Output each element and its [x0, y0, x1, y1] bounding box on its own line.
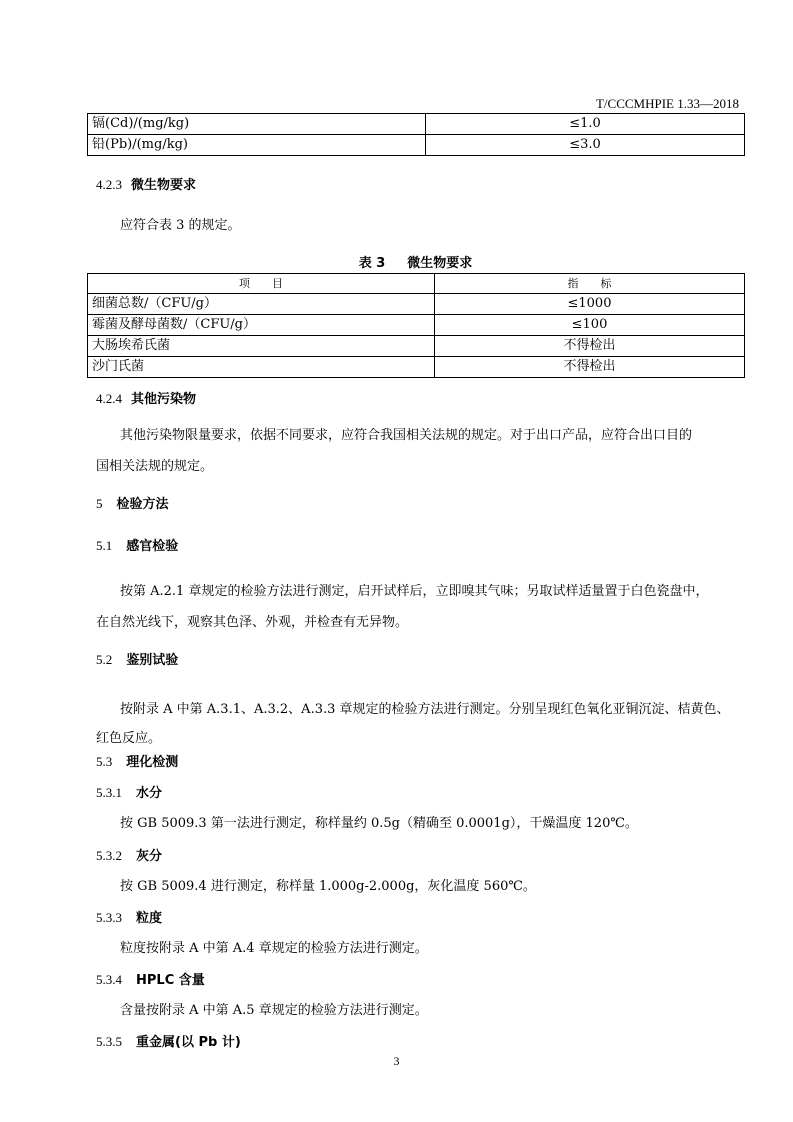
section-title: 重金属(以 Pb 计) [136, 1035, 241, 1050]
section-5-3-4-text: 含量按附录 A 中第 A.5 章规定的检验方法进行测定。 [120, 1003, 428, 1018]
table-cell-item: 霉菌及酵母菌数/（CFU/g） [88, 315, 435, 336]
heavy-metal-table [87, 113, 745, 156]
section-5-3-1-heading [96, 786, 162, 800]
table-row [88, 336, 745, 357]
section-title: HPLC 含量 [136, 973, 205, 988]
section-number: 5.3 [96, 754, 113, 769]
column-header-item: 项 目 [88, 274, 435, 294]
table-cell-value: ≤1000 [435, 294, 745, 315]
section-number: 5.3.1 [96, 785, 122, 800]
table-cell-value: ≤100 [435, 315, 745, 336]
paragraph-line: 按第 A.2.1 章规定的检验方法进行测定，启开试样后，立即嗅其气味；另取试样适量置于白色瓷盘中， [120, 584, 709, 599]
section-title: 鉴别试验 [126, 653, 179, 668]
table-cell-item: 大肠埃希氏菌 [88, 336, 435, 357]
section-4-2-3-text: 应符合表 3 的规定。 [120, 218, 241, 233]
table-cell-value: 不得检出 [435, 357, 745, 378]
table-3-caption [87, 257, 744, 270]
section-title: 水分 [136, 786, 163, 801]
paragraph-line: 在自然光线下，观察其色泽、外观，并检查有无异物。 [96, 615, 409, 630]
table-row [88, 294, 745, 315]
table-row [88, 135, 745, 156]
table-cell-value: 不得检出 [435, 336, 745, 357]
table-row [88, 114, 745, 135]
section-number: 5.1 [96, 538, 113, 553]
table-cell-item: 铅(Pb)/(mg/kg) [88, 135, 426, 156]
section-title: 感官检验 [126, 539, 179, 554]
page-number: 3 [393, 1054, 400, 1068]
paragraph-line: 红色反应。 [96, 731, 162, 746]
section-5-3-3-heading [96, 911, 162, 925]
section-title: 检验方法 [116, 497, 169, 512]
table-caption-number: 表 3 [358, 256, 386, 271]
section-number: 4.2.4 [96, 391, 122, 406]
section-5-3-5-heading [96, 1035, 241, 1049]
table-header-row [88, 274, 745, 294]
section-5-heading [96, 497, 169, 511]
section-5-1-heading [96, 539, 178, 553]
table-cell-value: ≤3.0 [426, 135, 745, 156]
section-5-3-4-heading [96, 973, 205, 987]
table-caption-title: 微生物要求 [407, 256, 473, 271]
section-number: 5.3.5 [96, 1034, 122, 1049]
paragraph-line: 国相关法规的规定。 [96, 459, 214, 474]
section-4-2-4-heading [96, 392, 196, 406]
microbial-table [87, 273, 745, 378]
section-number: 5.3.2 [96, 848, 122, 863]
section-5-3-3-text: 粒度按附录 A 中第 A.4 章规定的检验方法进行测定。 [120, 941, 428, 956]
table-cell-value: ≤1.0 [426, 114, 745, 135]
section-5-3-1-text: 按 GB 5009.3 第一法进行测定，称样量约 0.5g（精确至 0.0001g），干燥温度 120℃。 [120, 816, 638, 831]
section-number: 5.2 [96, 652, 113, 667]
section-number: 5 [96, 496, 103, 511]
table-cell-item: 镉(Cd)/(mg/kg) [88, 114, 426, 135]
section-title: 其他污染物 [131, 392, 197, 407]
section-5-3-2-heading [96, 849, 162, 863]
section-4-2-3-heading [96, 178, 196, 192]
section-5-3-heading [96, 755, 178, 769]
paragraph-line: 按附录 A 中第 A.3.1、A.3.2、A.3.3 章规定的检验方法进行测定。分别呈现红色氧化亚铜沉淀、桔黄色、 [120, 702, 730, 717]
column-header-value: 指 标 [435, 274, 745, 294]
section-number: 4.2.3 [96, 177, 122, 192]
section-number: 5.3.3 [96, 910, 122, 925]
document-code: T/CCCMHPIE 1.33—2018 [595, 96, 739, 111]
table-row [88, 315, 745, 336]
paragraph-line: 其他污染物限量要求，依据不同要求，应符合我国相关法规的规定。对于出口产品，应符合出口目的 [120, 428, 693, 443]
section-title: 理化检测 [126, 755, 179, 770]
section-5-3-2-text: 按 GB 5009.4 进行测定，称样量 1.000g-2.000g，灰化温度 560℃。 [120, 879, 536, 894]
table-cell-item: 沙门氏菌 [88, 357, 435, 378]
section-5-2-heading [96, 653, 178, 667]
section-number: 5.3.4 [96, 972, 122, 987]
section-title: 粒度 [136, 911, 163, 926]
table-cell-item: 细菌总数/（CFU/g） [88, 294, 435, 315]
table-row [88, 357, 745, 378]
section-title: 灰分 [136, 849, 163, 864]
section-title: 微生物要求 [131, 178, 197, 193]
